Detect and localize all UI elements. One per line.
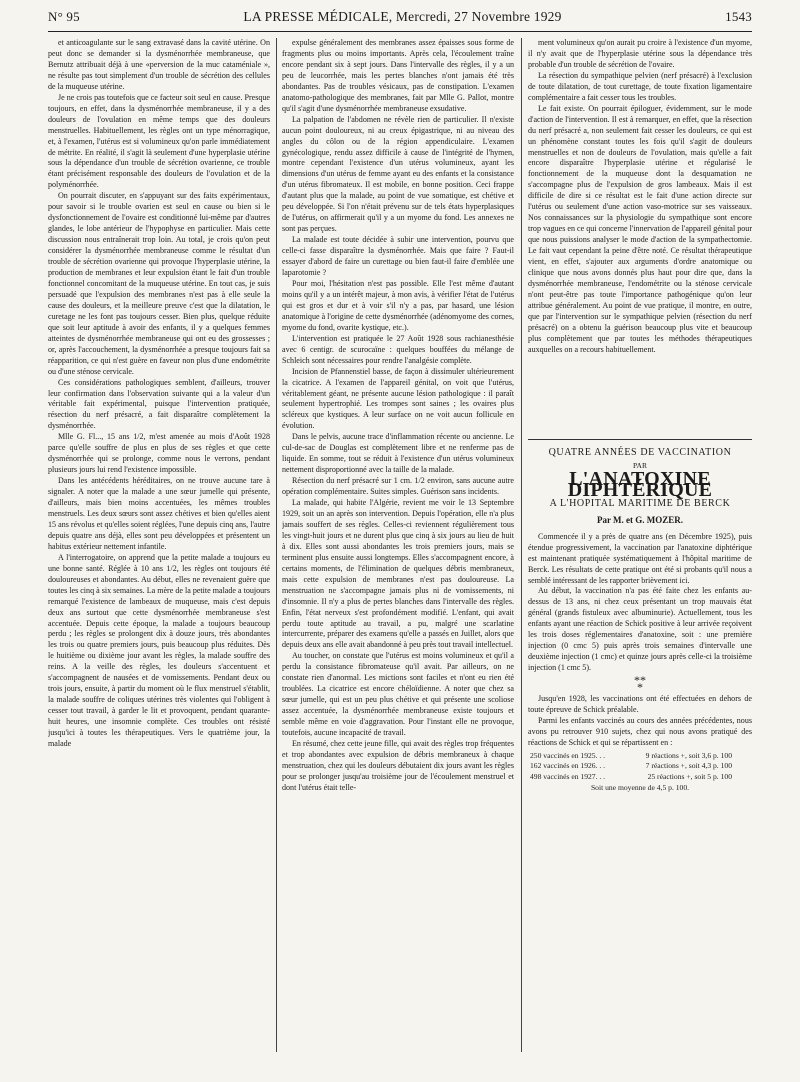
paragraph: Ces considérations pathologiques semblent, d'ailleurs, trouver leur confirmation dans l'observation suivante qui a la valeur d'un véritable fait expérimental, puisque l'intervention pratiquée, résection du nerf présacré, a fait disparaître complètement la dysménorrhée. — [48, 377, 270, 431]
paragraph: Jusqu'en 1928, les vaccinations ont été effectuées en dehors de toute épreuve de Schick préalable. — [528, 694, 752, 715]
column-2 — [282, 38, 514, 1060]
article-par: PAR — [633, 460, 647, 470]
paragraph: Mlle G. Fl..., 15 ans 1/2, m'est amenée au mois d'Août 1928 parce qu'elle souffre de plus en plus de ses règles et que cette dysménorrhée qui se prolonge, comme nous le verrons, pendant plusieurs jours lui rend l'existence impossible. — [48, 432, 270, 475]
paragraph: Incision de Pfannenstiel basse, de façon à dissimuler ultérieurement la cicatrice. A l'examen de l'appareil génital, on voit que l'utérus, véritablement géant, ne présente aucune lésion pathologique : il paraît seulement hypertrophié. Les trompes sont saines ; les ovaires plus scléreux que kystiques. A leur surface on ne voit aucun follicule en évolution. — [282, 366, 514, 431]
paragraph: Commencée il y a près de quatre ans (en Décembre 1925), puis étendue progressivement, la vaccination par l'anatoxine diphtérique est maintenant pratiquée systématiquement à l'hôpital maritime de Berck. Les résultats de cette pratique ont été si probants qu'il nous a semblé intéressant de les rapporter brièvement ici. — [528, 531, 752, 585]
paragraph: On pourrait discuter, en s'appuyant sur des faits expérimentaux, pour savoir si le trouble ovarien est seul en cause ou bien si le dysfonctionnement de l'ovaire est conditionné lui-même par d'autres glandes, le lobe antérieur de l'hypophyse en particulier. Mais cette discussion nous entraînerait trop loin. Au total, je crois qu'on peut considérer la dysménorrhée membraneuse comme le résultat d'un trouble de sécrétion ovarienne qui provoque l'hyperplasie utérine, la production de membranes et leur expulsion étant le fait d'un trouble fonctionnel concomitant de la muqueuse utérine. En tout cas, je suis persuadé que l'expulsion des membranes n'est pas à elle seule la cause des douleurs, et la meilleure preuve c'est que la dilatation, le curetage ne les font pas toujours cesser. Bien plus, quelque réduite que soit leur aptitude à avoir des enfants, il y a quelques femmes atteintes de dysménorrhée membraneuse qui ont eu des grossesses ; or, après l'accouchement, la dysménorrhée a presque toujours fait sa réapparition, ce qui n'est guère en faveur non plus d'une endométrite ou d'une sténose cervicale. — [48, 191, 270, 376]
issue-number: N° 95 — [48, 9, 80, 24]
page-number: 1543 — [725, 9, 752, 24]
page-header — [48, 6, 752, 28]
paragraph: A l'interrogatoire, on apprend que la petite malade a toujours eu une bonne santé. Réglée à 10 ans 1/2, les règles ont toujours été douloureuses et abondantes. Au début, elles ne revenaient guère que toutes les cinq à six semaines. La mère de la petite malade a toujours remarqué l'existence de lambeaux de muqueuse, mais c'est depuis deux ans surtout que cette dysménorrhée membraneuse s'est accentuée. Depuis cette époque, la malade a toujours beaucoup perdu ; les règles se prolongent dix à douze jours, très abondantes les trois ou quatre premiers jours, puis beaucoup plus réduites. Dès le huitième ou dixième jour avant les règles, la malade souffre des reins. A la veille des règles, les douleurs s'accentuent et s'accompagnent de nausées et de vomissements. Pendant deux ou trois jours, ensuite, à partir du moment où le flux menstruel s'établit, la malade souffre de coliques utérines très violentes qui l'obligent à cesser tout travail, à garder le lit et provoquent, pendant quarante-huit heures, une insomnie complète. Ces troubles ont résisté jusqu'ici à toutes les thérapeutiques. Vers le quatrième jour, la malade — [48, 552, 270, 748]
paragraph: Pour moi, l'hésitation n'est pas possible. Elle l'est même d'autant moins qu'il y a un intérêt majeur, à mon avis, à vérifier l'état de l'utérus qui est gros et dur et à voir s'il n'y a pas, par hasard, une lésion anatomique à l'origine de cette dysménorrhée (adénomyome des cornes, myome du fond, ovarite kystique, etc.). — [282, 278, 514, 332]
paragraph: Au début, la vaccination n'a pas été faite chez les enfants au-dessus de 13 ans, ni chez ceux présentant un trop mauvais état général (grands fistuleux avec albuminurie). Actuellement, tous les enfants ayant une réaction de Schick positive à leur arrivée reçoivent les trois doses réglementaires d'anatoxine, soit : une première injection (0 cmc 5) puis après trois semaines d'intervalle une deuxième injection (1 cmc) et quinze jours après celle-ci la troisième injection (1 cmc 5). — [528, 586, 752, 673]
column-3-text — [528, 38, 752, 433]
article-authors: Par M. et G. MOZER. — [596, 514, 684, 525]
article-title: L'ANATOXINE DIPHTÉRIQUE — [567, 467, 713, 501]
article-body — [528, 532, 752, 749]
paragraph: L'intervention est pratiquée le 27 Août 1928 sous rachianesthésie avec 6 centigr. de scurocaïne : quelques bouffées du mélange de Schleich sont nécessaires pour rendre l'analgésie complète. — [282, 333, 514, 365]
stats-left: 498 vaccinés en 1927. . . — [530, 771, 606, 781]
stats-row — [528, 751, 752, 762]
paragraph: Je ne crois pas toutefois que ce facteur soit seul en cause. Presque toujours, en effet, dans la dysménorrhée membraneuse, il y a des douleurs de l'ovulation en même temps que des douleurs menstruelles. Habituellement, les règles ont un type ménorragique, et, à l'examen, l'utérus est si volumineux qu'on parle immédiatement de métrite. En réalité, il s'agit là seulement d'une hyperplasie utérine sous la dépendance d'un trouble de sécrétion ovarienne, ce trouble étant précisément responsable des douleurs de l'ovulation et de la polyménorrhée. — [48, 92, 270, 190]
column-3 — [528, 38, 752, 794]
paragraph: ment volumineux qu'on aurait pu croire à l'existence d'un myome, il n'y avait que de l'hyperplasie utérine sous la dépendance très probable d'un trouble de sécrétion de l'ovaire. — [528, 38, 752, 69]
article-subtitle: A L'HOPITAL MARITIME DE BERCK — [549, 497, 731, 509]
vaccination-stats — [528, 751, 752, 794]
paragraph: La malade, qui habite l'Algérie, revient me voir le 13 Septembre 1929, soit un an après son intervention. Depuis l'opération, elle n'a plus jamais souffert de ses règles. Celles-ci reviennent régulièrement tous les vingt-huit jours et ne durent plus que cinq à six jours au lieu de huit à dix. Elles sont aussi abondantes les trois premiers jours, mais se terminent plus ensuite aussi longtemps. Elles s'accompagnent encore, à certains moments, de l'élimination de quelques débris membraneux, mais cette expulsion de membranes n'est pas douloureuse. La menstruation ne s'accompagne jamais plus ni de vomissements, ni d'insomnie. Il n'y a plus de pertes blanches dans l'intervalle des règles. Enfin, l'état nerveux s'est profondément modifié. L'enfant, qui avait perdu toute aptitude au travail, a pu, malgré une scarlatine intercurrente, préparer des examens qu'elle a passés en Juillet, alors que depuis deux ans elle avait abandonné à peu près tout travail intellectuel. — [282, 498, 514, 650]
stats-row — [528, 761, 752, 772]
section-separator — [528, 673, 752, 695]
article-kicker: QUATRE ANNÉES DE VACCINATION — [548, 447, 732, 458]
paragraph: La malade est toute décidée à subir une intervention, pourvu que celle-ci fasse disparaître la dysménorrhée. Mais que faire ? Faut-il essayer d'abord de faire un curettage ou bien faut-il faire d'emblée une laparotomie ? — [282, 235, 514, 278]
paragraph: Au toucher, on constate que l'utérus est moins volumineux et qu'il a perdu la consistance fibromateuse qu'il avait. Par ailleurs, on ne constate rien d'anormal. Les mictions sont faciles et n'ont eu rien été troublées. La cicatrice est encore chéloïdienne. A noter que chez sa sœur jumelle, qui est un peu plus chétive et qui présente une scoliose assez accentuée, la dysménorrhée membraneuse existe toujours et semble même en voie d'aggravation. Pour l'instant elle ne provoque, toutefois, aucune incapacité de travail. — [282, 651, 514, 738]
paragraph: Parmi les enfants vaccinés au cours des années précédentes, nous avons pu retrouver 910 sujets, chez qui nous avons pratiqué des réactions de Schick et qui se répartissent en : — [528, 715, 752, 747]
paragraph: Le fait existe. On pourrait épiloguer, évidemment, sur le mode d'action de l'intervention. Il est à remarquer, en effet, que la résection du nerf présacré a, non seulement fait cesser les douleurs, ce qui est un phénomène constant toutes les fois qu'il s'agit de douleurs menstruelles et non de douleurs de l'ovulation, mais qu'elle a fait encore disparaître l'hyperplasie utérine et régularisé le fonctionnement de la muqueuse dont la desquamation ne s'accompagne plus de l'expulsion de gros lambeaux. Mais il est difficile de dire si ce résultat est le fait d'une action directe sur l'utérus ou seulement d'une action vaso-motrice sur ses vaisseaux. Nos connaissances sur la physiologie du sympathique sont encore trop vagues en ce qui concerne l'innervation de l'appareil génital pour que nous puissions analyser le mode d'action de la sympathectomie. Le fait vaut cependant la peine d'être noté. Ce résultat thérapeutique vient, en effet, s'ajouter aux arguments d'ordre anatomique ou clinique que nous avons donnés plus haut pour dire que, dans la dysménorrhée membraneuse, l'endométrite ou la sténose cervicale n'ont peut-être pas toute l'importance pathogénique qu'on leur attribue généralement. Au point de vue pratique, il montre, en outre, que par l'intervention sur le sympathique pelvien (résection du nerf présacré) on a obtenu la guérison beaucoup plus vite et beaucoup plus complètement que par toutes les méthodes thérapeutiques auxquelles on a recours habituellement. — [528, 103, 752, 354]
column-divider — [521, 38, 522, 1052]
header-divider — [48, 31, 752, 32]
asterism: ** * — [634, 673, 646, 695]
paragraph: Dans le pelvis, aucune trace d'inflammation récente ou ancienne. Le cul-de-sac de Douglas est complètement libre et ne renferme pas de liquide. En somme, tout se réduit à l'existence d'un utérus volumineux nettement disproportionné avec la taille de la malade. — [282, 432, 514, 475]
paragraph: Dans les antécédents héréditaires, on ne trouve aucune tare à signaler. A noter que la malade a une sœur jumelle qui présente, d'ailleurs, mais bien moins accentuées, les mêmes troubles menstruels. Les deux sœurs sont assez chétives et bien qu'elles aient 15 ans révolus et qu'elles soient réglées, l'une depuis cinq ans, l'autre depuis quatre ans déjà, elles sont peu développées et présentent un habitus extérieur nettement infantile. — [48, 476, 270, 551]
paragraph: La résection du sympathique pelvien (nerf présacré) à l'exclusion de toute dilatation, de tout curettage, de toute fixation ligamentaire complémentaire a fait cesser tous les troubles. — [528, 70, 752, 102]
column-1 — [48, 38, 270, 1046]
journal-title: LA PRESSE MÉDICALE, Mercredi, 27 Novembre 1929 — [243, 9, 562, 24]
stats-left: 250 vaccinés en 1925. . . — [530, 750, 606, 760]
article-divider — [528, 439, 752, 440]
paragraph: expulse généralement des membranes assez épaisses sous forme de fragments plus ou moins importants. Après cela, l'écoulement traîne encore pendant six à sept jours. Dans l'intervalle des règles, il y a un peu de leucorrhée, mais les pertes blanches n'ont jamais été très abondantes. Pas de troubles vésicaux, pas de constipation. L'examen anatomo-pathologique des membranes, fait par Mlle G. Pallot, montre qu'il s'agit d'une dysménorrhée membraneuse exsudative. — [282, 38, 514, 113]
stats-average: Soit une moyenne de 4,5 p. 100. — [590, 783, 690, 793]
paragraph: et anticoagulante sur le sang extravasé dans la cavité utérine. On peut donc se demander si la dysménorrhée membraneuse, que Bernutz attribuait déjà à une «perversion de la muc cataméniale », ne résulte pas tout simplement d'un trouble de sécrétion des cellules de la muqueuse utérine. — [48, 38, 270, 91]
stats-right: 25 réactions +, soit 5 p. 100 — [647, 771, 732, 781]
stats-row — [528, 772, 752, 783]
paragraph: La palpation de l'abdomen ne révèle rien de particulier. Il n'existe aucun point douloureux, ni au creux épigastrique, ni au niveau des angles du côlon ou de la région appendiculaire. L'examen gynécologique, rendu assez difficile à cause de l'intégrité de l'hymen, montre cependant l'existence d'un utérus volumineux, ayant les dimensions d'un utérus de femme ayant eu des enfants et la consistance d'un utérus fibromateux. Il est mobile, en bonne position. Ceci frappe d'autant plus que la malade, au point de vue somatique, est chétive et peu développée. Si l'on n'était prévenu sur de tels états hyperplasiques de l'utérus, on affirmerait qu'il y a un myome du fond. Les annexes ne sont pas perçues. — [282, 114, 514, 234]
column-divider — [276, 38, 277, 1052]
paragraph: En résumé, chez cette jeune fille, qui avait des règles trop fréquentes et trop abondantes avec expulsion de débris membraneux à chaque menstruation, chez qui les douleurs débutaient dix jours avant les règles pour se prolonger jusqu'au troisième jour de l'écoulement menstruel et dont l'utérus était telle- — [282, 739, 514, 792]
paragraph: Résection du nerf présacré sur 1 cm. 1/2 environ, sans aucune autre opération complémentaire. Suites simples. Guérison sans incidents. — [282, 476, 514, 497]
stats-left: 162 vaccinés en 1926. . . — [530, 761, 606, 771]
stats-right: 9 réactions +, soit 3,6 p. 100 — [645, 750, 732, 760]
stats-right: 7 réactions +, soit 4,3 p. 100 — [645, 761, 732, 771]
